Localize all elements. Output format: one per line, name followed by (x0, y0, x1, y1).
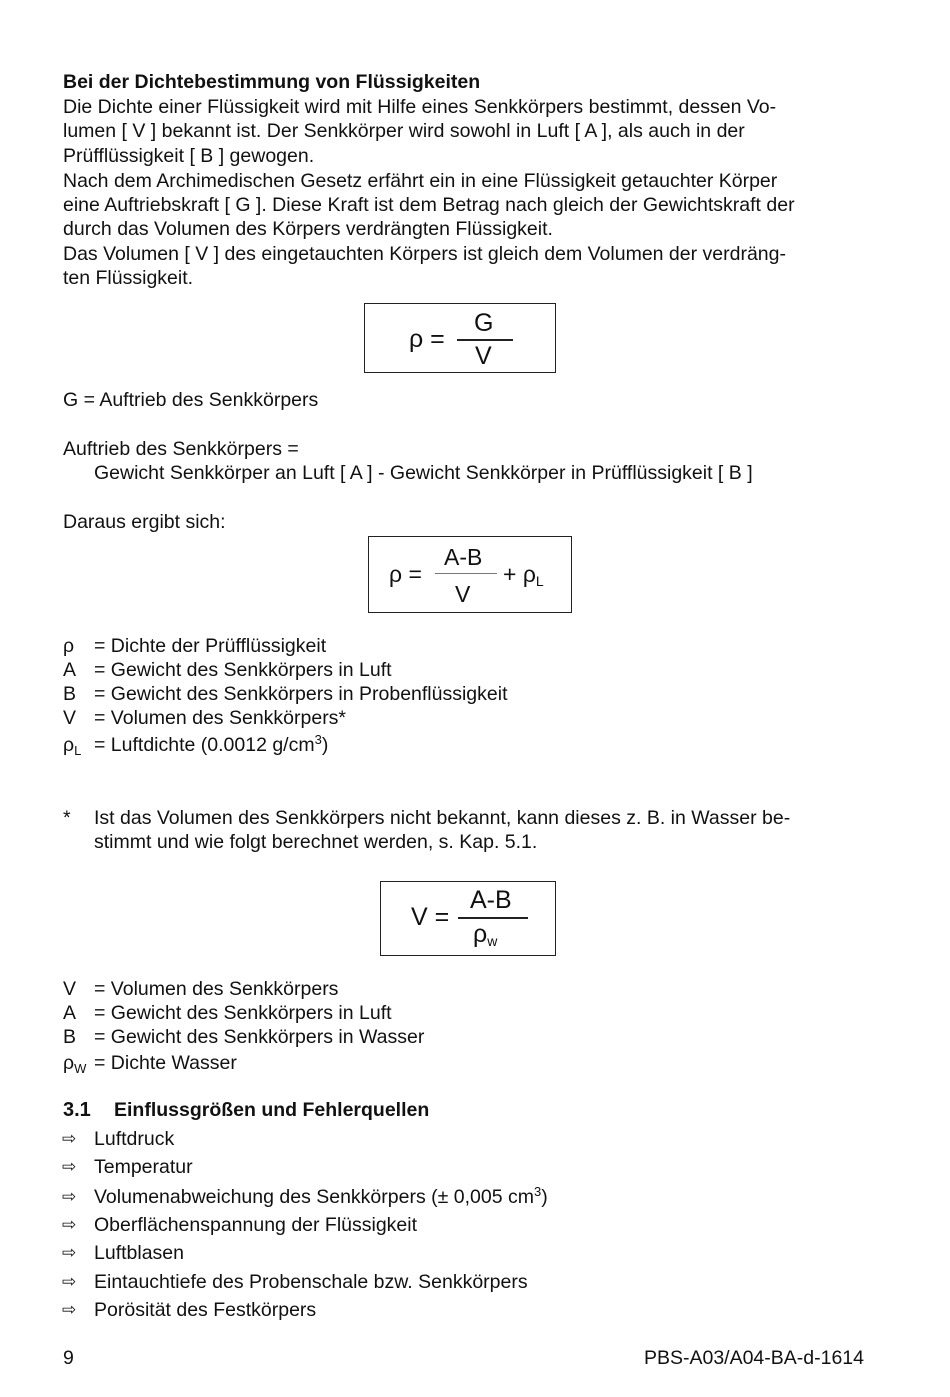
section-number: 3.1 (63, 1099, 91, 1121)
legend-description: = Gewicht des Senkkörpers in Luft (94, 1002, 392, 1024)
list-item: Luftdruck (94, 1128, 175, 1150)
legend-symbol: V (63, 978, 77, 1000)
formula-density-box (364, 303, 556, 373)
fraction-bar (435, 573, 497, 574)
result-label: Daraus ergibt sich: (63, 511, 226, 533)
formula-lhs: ρ = (389, 561, 422, 587)
legend-symbol-air-density: $\rho_L$ (63, 734, 82, 758)
section-title: Einflussgrößen und Fehlerquellen (114, 1099, 430, 1121)
legend-symbol-water-density: $\rho_W$ (63, 1052, 87, 1076)
legend-description: = Gewicht des Senkkörpers in Probenflüssigkeit (94, 683, 508, 705)
formula-numerator: A-B (444, 544, 483, 570)
legend-symbol: V (63, 707, 77, 729)
arrow-right-icon: ⇨ (62, 1187, 77, 1206)
legend-description: = Volumen des Senkkörpers (94, 978, 339, 1000)
legend-symbol: B (63, 683, 77, 705)
buoyancy-label: Auftrieb des Senkkörpers = (63, 438, 299, 460)
heading: Bei der Dichtebestimmung von Flüssigkeiten (63, 71, 481, 93)
legend-symbol: A (63, 659, 77, 681)
intro-line: Prüfflüssigkeit [ B ] gewogen. (63, 145, 315, 167)
arrow-right-icon: ⇨ (62, 1215, 77, 1234)
formula-denominator: V (475, 342, 492, 370)
formula-numerator: G (474, 309, 494, 337)
intro-line: Nach dem Archimedischen Gesetz erfährt ein in eine Flüssigkeit getauchter Körper (63, 170, 778, 192)
legend-description: = Gewicht des Senkkörpers in Wasser (94, 1026, 425, 1048)
list-item: Temperatur (94, 1156, 193, 1178)
formula-lhs: ρ = (409, 325, 445, 353)
legend-description-air-density: = Luftdichte (0.0012 $g/cm^3$) (94, 732, 329, 756)
formula-denominator: $\rho_w$ (473, 920, 498, 949)
list-item: Luftblasen (94, 1242, 184, 1264)
intro-line: Das Volumen [ V ] des eingetauchten Körpers ist gleich dem Volumen der verdräng- (63, 243, 786, 265)
intro-line: durch das Volumen des Körpers verdrängten Flüssigkeit. (63, 218, 553, 240)
intro-line: Die Dichte einer Flüssigkeit wird mit Hilfe eines Senkkörpers bestimmt, dessen Vo- (63, 96, 777, 118)
g-definition: G = Auftrieb des Senkkörpers (63, 389, 319, 411)
fraction-bar (458, 917, 528, 919)
footnote-mark: * (63, 807, 71, 829)
arrow-right-icon: ⇨ (62, 1243, 77, 1262)
legend-symbol: B (63, 1026, 77, 1048)
formula-volume-box (380, 881, 556, 956)
buoyancy-expression: Gewicht Senkkörper an Luft [ A ] - Gewicht Senkkörper in Prüfflüssigkeit [ B ] (94, 462, 753, 484)
footnote-line: stimmt und wie folgt berechnet werden, s. Kap. 5.1. (94, 831, 538, 853)
intro-line: ten Flüssigkeit. (63, 267, 194, 289)
intro-line: eine Auftriebskraft [ G ]. Diese Kraft ist dem Betrag nach gleich der Gewichtskraft der (63, 194, 795, 216)
formula-plus-air-density: + $\rho_L$ (503, 561, 544, 589)
list-item: Porösität des Festkörpers (94, 1299, 317, 1321)
intro-line: lumen [ V ] bekannt ist. Der Senkkörper wird sowohl in Luft [ A ], als auch in der (63, 120, 745, 142)
fraction-bar (457, 339, 513, 341)
formula-denominator: V (455, 581, 471, 607)
document-id: PBS-A03/A04-BA-d-1614 (643, 1347, 864, 1369)
arrow-right-icon: ⇨ (62, 1157, 77, 1176)
arrow-right-icon: ⇨ (62, 1272, 77, 1291)
legend-description: = Volumen des Senkkörpers* (94, 707, 347, 729)
legend-description: = Gewicht des Senkkörpers in Luft (94, 659, 392, 681)
formula-lhs: V = (411, 903, 450, 931)
legend-symbol: A (63, 1002, 77, 1024)
list-item: Oberflächenspannung der Flüssigkeit (94, 1214, 418, 1236)
legend-description: = Dichte Wasser (94, 1052, 237, 1074)
list-item: Eintauchtiefe des Probenschale bzw. Senkkörpers (94, 1271, 528, 1293)
footnote-line: Ist das Volumen des Senkkörpers nicht bekannt, kann dieses z. B. in Wasser be- (94, 807, 791, 829)
arrow-right-icon: ⇨ (62, 1300, 77, 1319)
legend-description: = Dichte der Prüfflüssigkeit (94, 635, 327, 657)
arrow-right-icon: ⇨ (62, 1129, 77, 1148)
formula-liquid-density-box (368, 536, 572, 613)
formula-numerator: A-B (470, 886, 512, 914)
list-item-volume-deviation: Volumenabweichung des Senkkörpers (± 0,005 $cm^3$) (94, 1184, 548, 1208)
page-number: 9 (63, 1347, 74, 1369)
legend-symbol: ρ (63, 635, 75, 657)
